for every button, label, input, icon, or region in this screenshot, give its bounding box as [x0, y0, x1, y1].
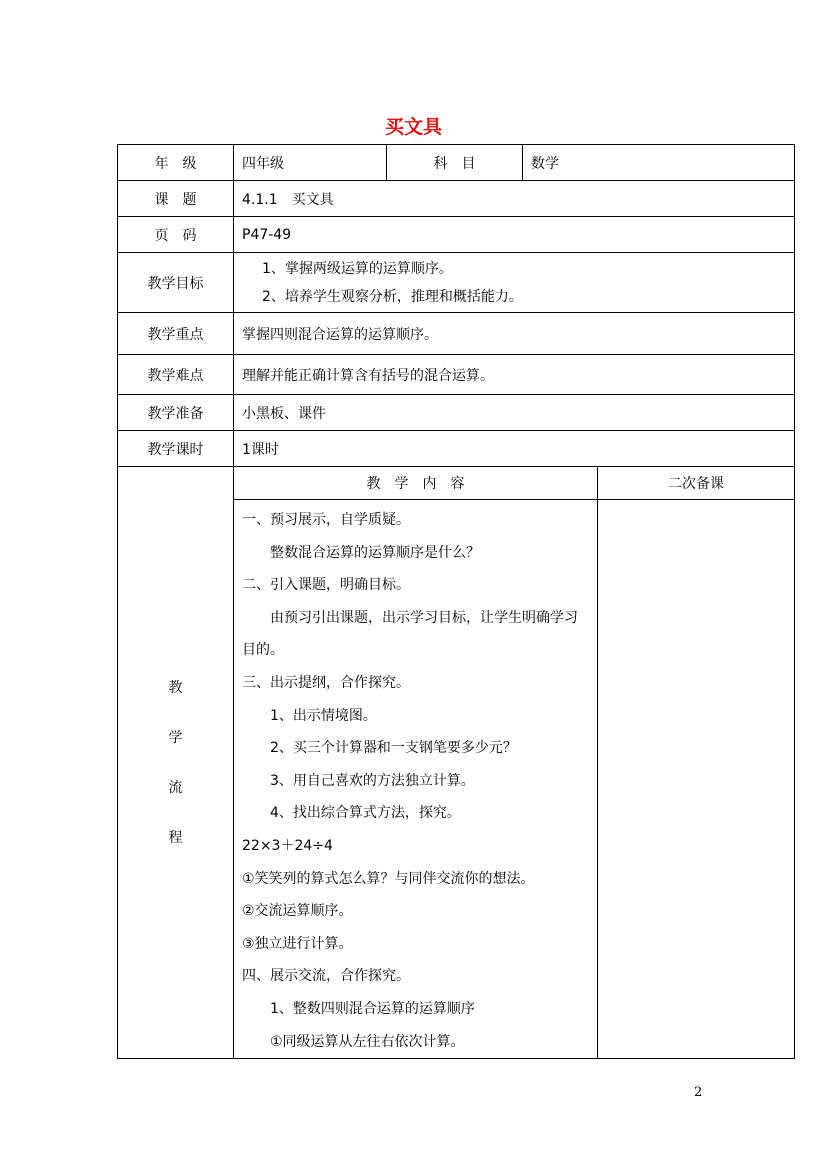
page-number: 2 — [694, 1085, 703, 1100]
flow-line: 三、出示提纲，合作探究。 — [242, 674, 410, 691]
flow-line: ②交流运算顺序。 — [242, 903, 353, 920]
flow-line: 由预习引出课题，出示学习目标，让学生明确学习 — [270, 609, 578, 626]
flow-label-char: 教 — [168, 679, 183, 696]
flow-line: 1、出示情境图。 — [270, 707, 377, 724]
flow-line: 1、整数四则混合运算的运算顺序 — [270, 1000, 475, 1017]
flow-line: ①笑笑列的算式怎么算？与同伴交流你的想法。 — [242, 870, 535, 887]
focus-value: 掌握四则混合运算的运算顺序。 — [234, 313, 795, 355]
difficulty-value: 理解并能正确计算含有括号的混合运算。 — [234, 355, 795, 395]
flow-line: 4、找出综合算式方法，探究。 — [270, 805, 461, 822]
flow-line: 一、预习展示，自学质疑。 — [242, 512, 410, 528]
difficulty-label: 教学难点 — [118, 355, 234, 395]
topic-value: 4.1.1 买文具 — [234, 181, 795, 217]
flow-label-char: 流 — [168, 779, 183, 796]
notes-cell — [598, 500, 795, 1059]
flow-line: 2、买三个计算器和一支钢笔要多少元？ — [270, 740, 517, 757]
flow-label-char: 学 — [168, 729, 183, 746]
prep-value: 小黑板、课件 — [234, 395, 795, 431]
document-title: 买文具 — [384, 116, 442, 138]
focus-label: 教学重点 — [118, 313, 234, 355]
content-header: 教 学 内 容 — [234, 467, 598, 500]
goal-item: 2、培养学生观察分析，推理和概括能力。 — [262, 288, 523, 305]
prep-label: 教学准备 — [118, 395, 234, 431]
goal-item: 1、掌握两级运算的运算顺序。 — [262, 260, 453, 277]
lesson-plan-table — [117, 144, 795, 1059]
page-value: P47-49 — [234, 217, 795, 253]
subject-label: 科 目 — [387, 145, 523, 181]
flow-line: 二、引入课题，明确目标。 — [242, 577, 410, 594]
hours-value: 1课时 — [234, 431, 795, 467]
goal-cell — [234, 253, 795, 313]
flow-content — [234, 500, 598, 1059]
flow-line: 目的。 — [242, 642, 284, 659]
topic-label: 课 题 — [118, 181, 234, 217]
flow-line: 四、展示交流，合作探究。 — [242, 968, 410, 985]
hours-label: 教学课时 — [118, 431, 234, 467]
flow-line: 整数混合运算的运算顺序是什么？ — [270, 544, 480, 561]
notes-header: 二次备课 — [598, 467, 795, 500]
flow-line: 3、用自己喜欢的方法独立计算。 — [270, 772, 475, 789]
flow-line: ③独立进行计算。 — [242, 935, 353, 952]
grade-value: 四年级 — [234, 145, 387, 181]
flow-line: 22×3＋24÷4 — [242, 837, 333, 854]
grade-label: 年 级 — [118, 145, 234, 181]
flow-line: ①同级运算从左往右依次计算。 — [270, 1033, 465, 1050]
page-label: 页 码 — [118, 217, 234, 253]
subject-value: 数学 — [523, 145, 795, 181]
goal-label: 教学目标 — [118, 253, 234, 313]
flow-label-char: 程 — [168, 829, 183, 846]
flow-label — [118, 467, 234, 1059]
